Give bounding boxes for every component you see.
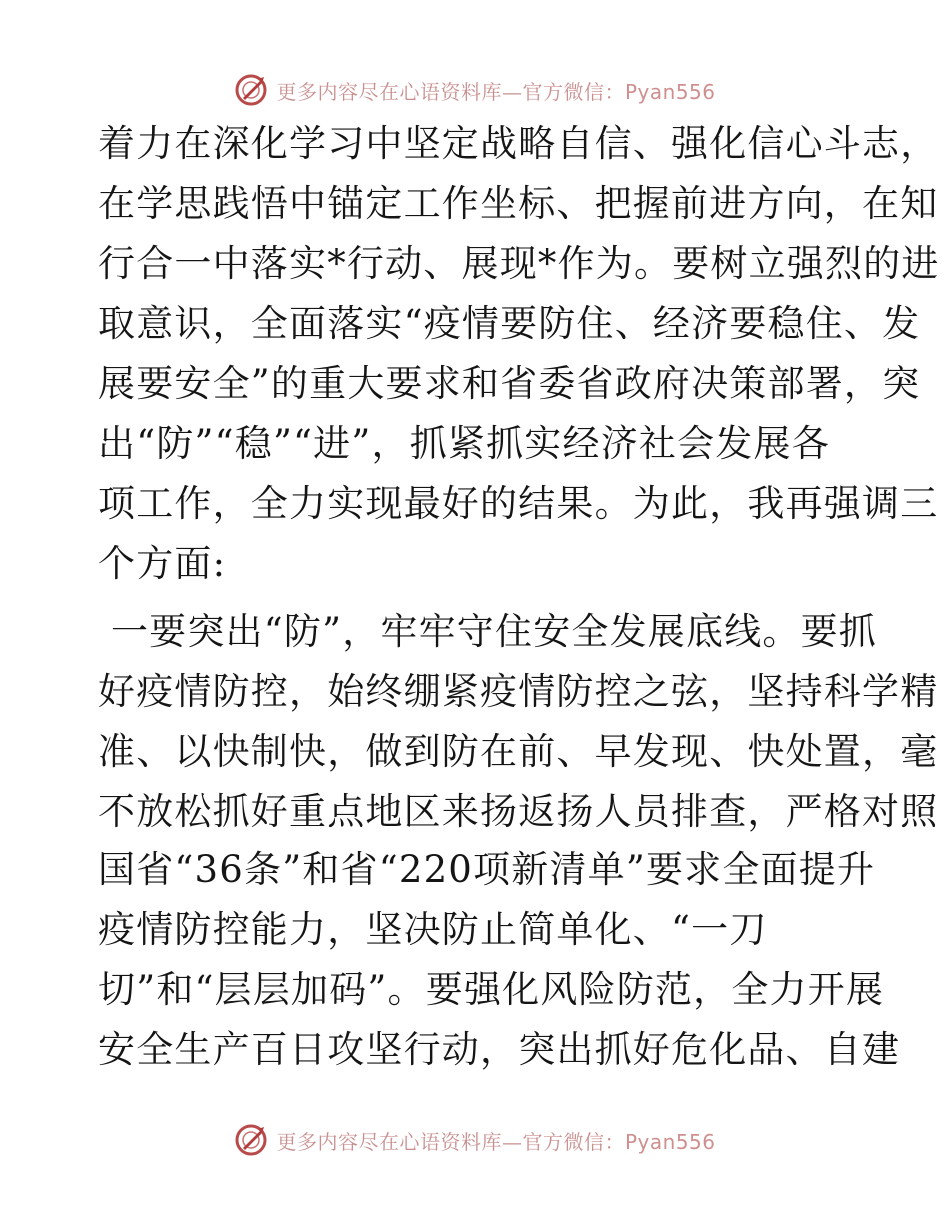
brand-logo-icon [234,1123,268,1157]
text-line: 展要安全”的重大要求和省委省政府决策部署，突 [98,362,921,405]
text-line: 着力在深化学习中坚定战略自信、强化信心斗志， [98,122,939,165]
footer-watermark-separator: — [501,1129,523,1154]
footer-contact-id: Pyan556 [624,1129,716,1154]
header-watermark-title: 更多内容尽在心语资料库 [276,79,502,104]
footer-watermark-text [276,1126,715,1155]
footer-contact-label: 官方微信： [522,1129,625,1154]
text-line: 出“防”“稳”“进”，抓紧抓实经济社会发展各 [98,422,830,465]
header-contact-label: 官方微信： [522,79,625,104]
text-line: 准、以快制快，做到防在前、早发现、快处置，毫 [98,730,939,773]
text-line: 一要突出“防”，牢牢守住安全发展底线。要抓 [98,610,877,653]
header-watermark-separator: — [501,79,523,104]
text-line: 切”和“层层加码”。要强化风险防范，全力开展 [98,968,885,1011]
text-line: 国省“36条”和省“220项新清单”要求全面提升 [98,848,876,891]
text-line: 行合一中落实*行动、展现*作为。要树立强烈的进 [98,242,940,285]
header-contact-id: Pyan556 [624,79,716,104]
footer-watermark [0,1120,950,1160]
text-line: 在学思践悟中锚定工作坐标、把握前进方向，在知 [98,182,939,225]
brand-logo-icon [234,73,268,107]
text-line: 疫情防控能力，坚决防止简单化、“一刀 [98,908,768,951]
text-line: 不放松抓好重点地区来扬返扬人员排查，严格对照 [98,790,939,833]
text-line: 个方面: [98,542,227,585]
text-line: 好疫情防控，始终绷紧疫情防控之弦，坚持科学精 [98,670,939,713]
text-line: 安全生产百日攻坚行动，突出抓好危化品、自建 [98,1028,901,1071]
header-watermark-text [276,76,715,105]
header-watermark [0,70,950,110]
footer-watermark-title: 更多内容尽在心语资料库 [276,1129,502,1154]
text-line: 项工作，全力实现最好的结果。为此，我再强调三 [98,482,939,525]
text-line: 取意识，全面落实“疫情要防住、经济要稳住、发 [98,302,921,345]
